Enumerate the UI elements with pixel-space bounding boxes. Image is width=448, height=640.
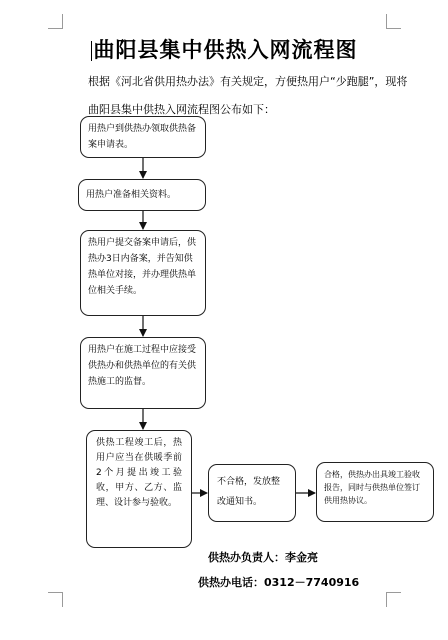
step2-text: 用热户准备相关资料。 — [86, 190, 177, 200]
pass-text: 合格，供热办出具竣工验收报告，同时与供热单位签订供用热协议。 — [324, 470, 420, 505]
step-prepare-documents — [78, 179, 206, 211]
fail-text: 不合格，发放整改通知书。 — [217, 477, 281, 507]
step-submit-application — [80, 230, 206, 316]
step3-text: 热用户提交备案申请后，供热办3日内备案，并告知供热单位对接，并办理供热单位相关手续。 — [88, 238, 197, 296]
step4-text: 用热户在施工过程中应接受供热办和供热单位的有关供热施工的监督。 — [88, 345, 197, 387]
contact-phone: 供热办电话：0312－7740916 — [198, 576, 360, 589]
step1-text: 用热户到供热办领取供热备案申请表。 — [88, 124, 197, 150]
step-collect-application-form — [80, 116, 206, 158]
intro-paragraph[interactable]: 根据《河北省供用热办法》有关规定，方便热用户“少跑腿”，现将曲阳县集中供热入网流程图公布如下： — [88, 75, 408, 116]
step-construction-supervision — [80, 337, 206, 409]
outcome-fail-rectification — [208, 464, 296, 522]
responsible-person: 供热办负责人：李金亮 — [208, 551, 318, 564]
title-text: 曲阳县集中供热入网流程图 — [93, 38, 358, 62]
step5-text: 供热工程竣工后，热用户应当在供暖季前2个月提出竣工验收，甲方、乙方、监理、设计参与验收。 — [96, 438, 182, 508]
outcome-pass-report — [316, 462, 434, 522]
step-completion-acceptance — [86, 430, 192, 548]
